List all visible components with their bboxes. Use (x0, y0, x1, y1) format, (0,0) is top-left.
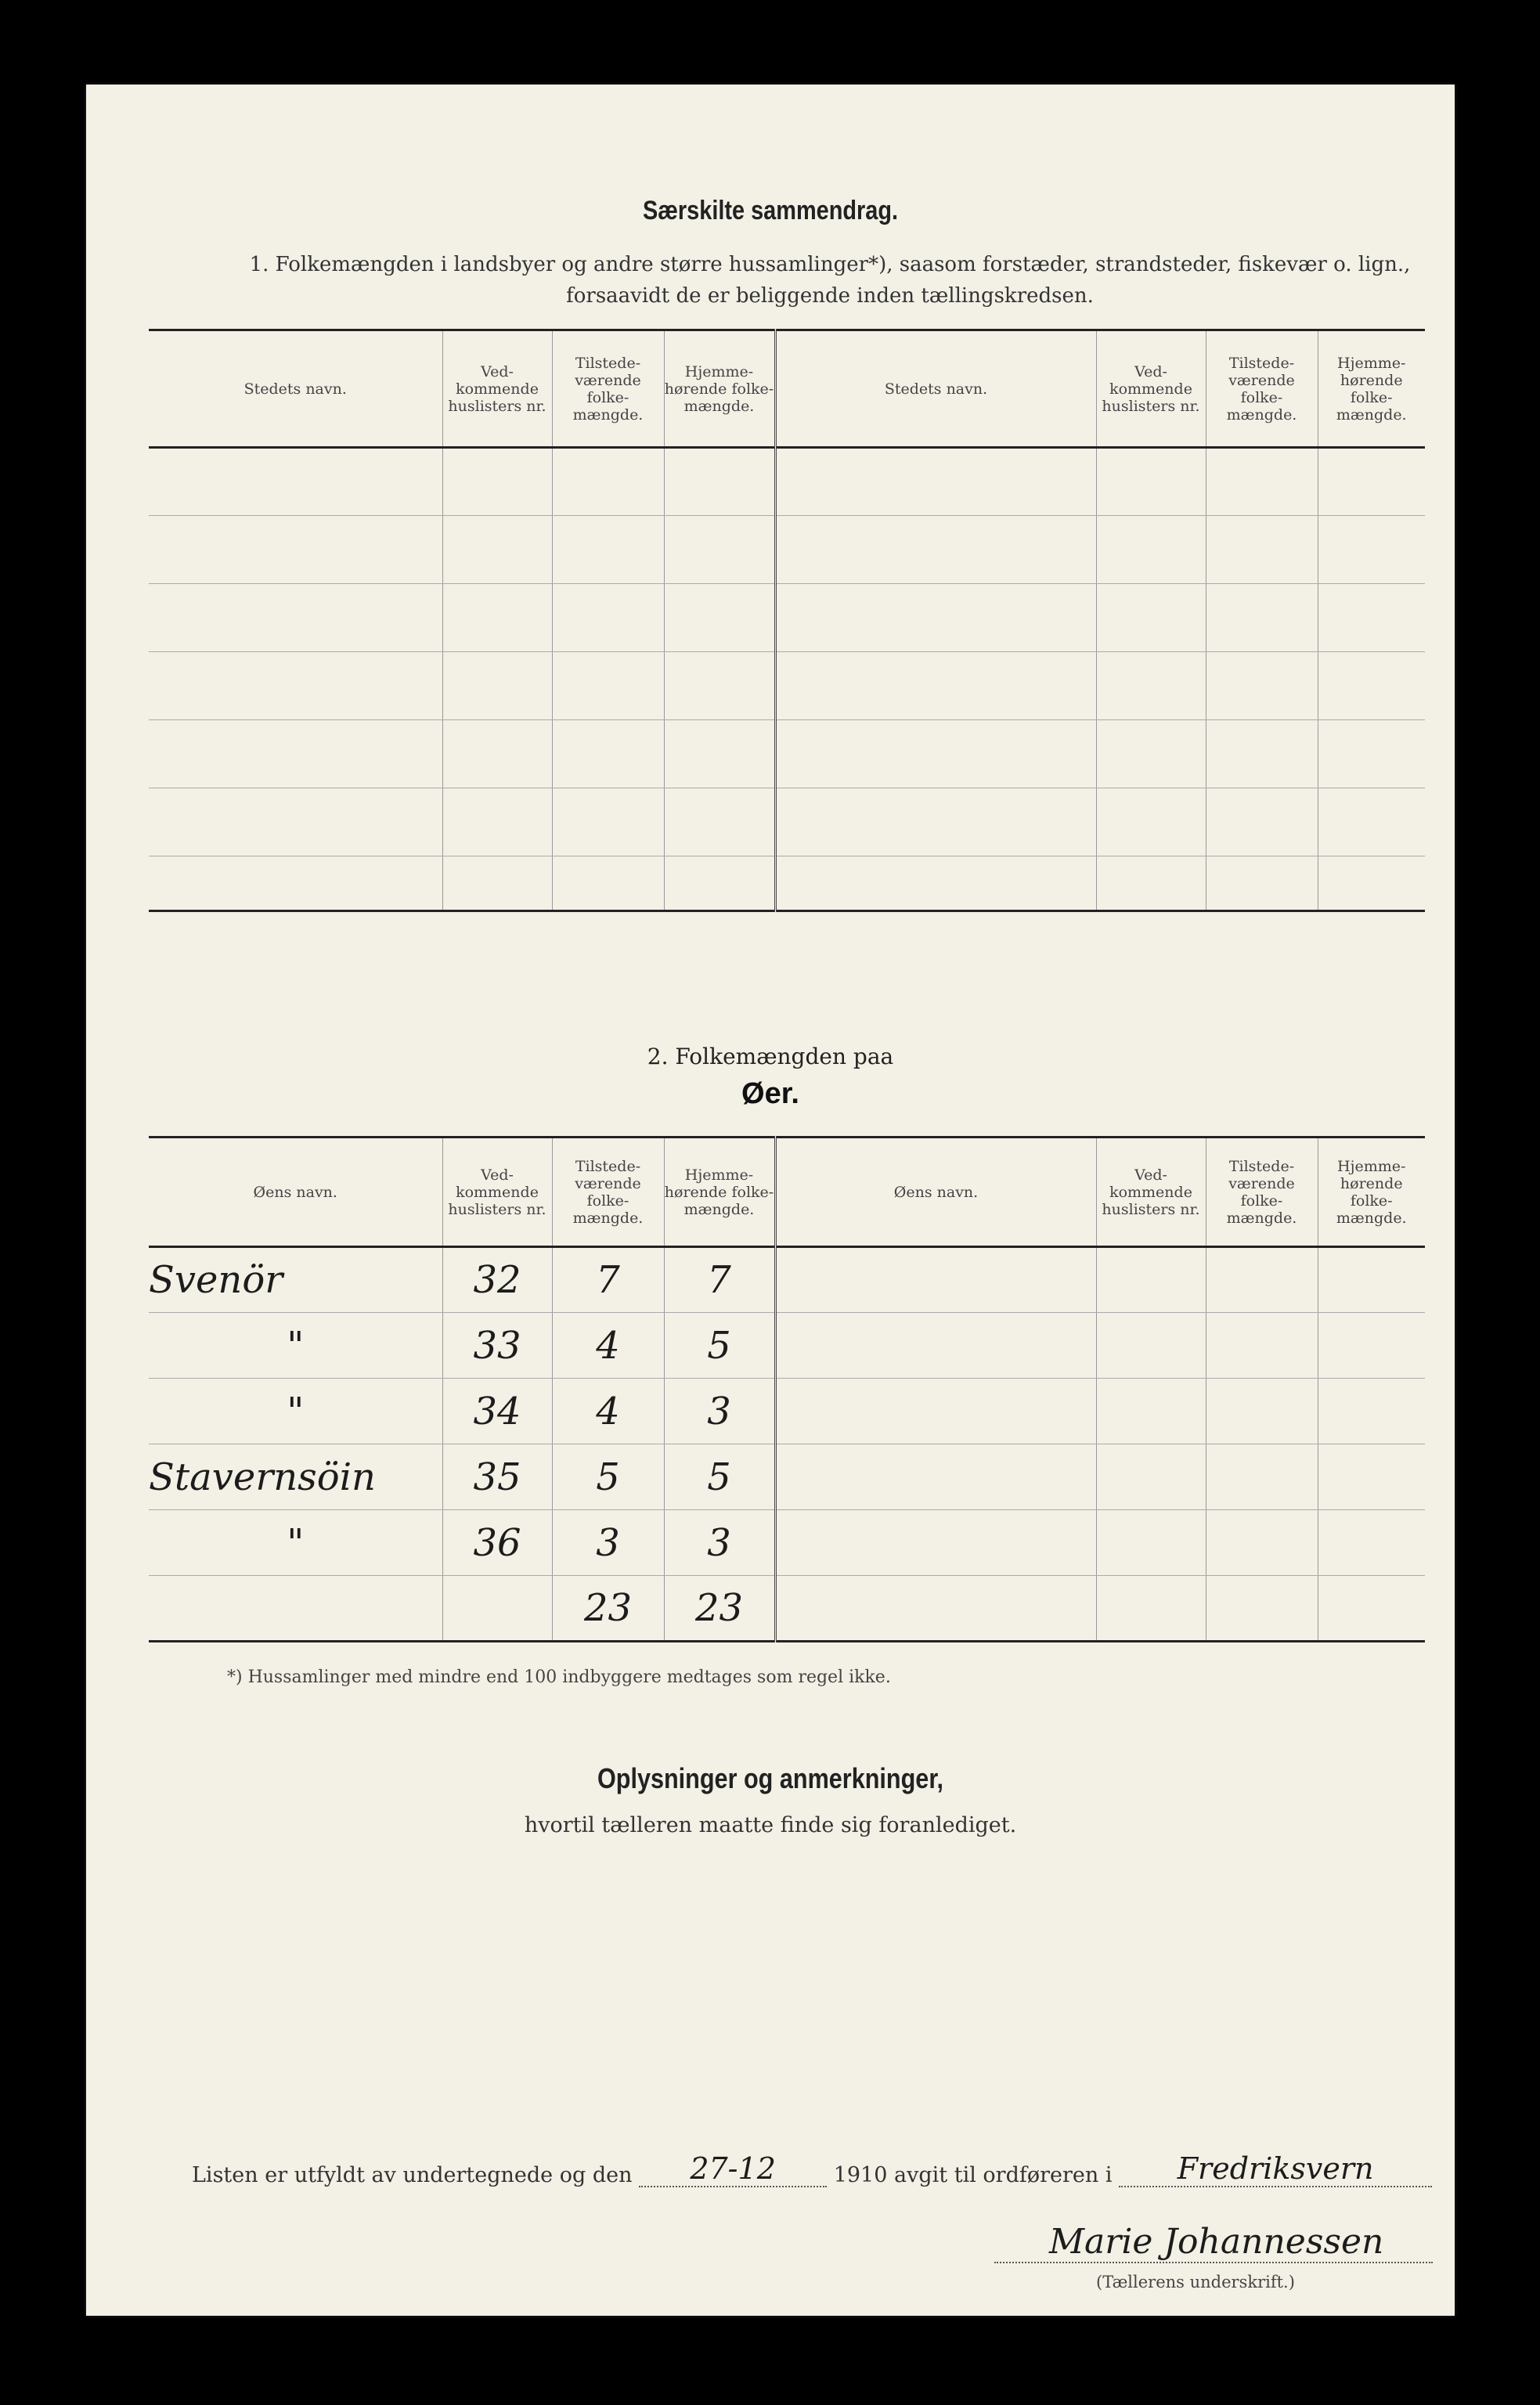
header-oens-navn-2: Øens navn. (775, 1138, 1096, 1247)
table-row (149, 1444, 1425, 1510)
header-huslisters-nr: Ved- kommende huslisters nr. (442, 330, 552, 448)
huslister-nr: 32 (442, 1247, 552, 1313)
header-tilstedevaerende-2: Tilstede- værende folke- mængde. (1206, 330, 1318, 448)
header-huslisters-nr: Ved- kommende huslisters nr. (442, 1138, 552, 1247)
tilstede-count: 5 (552, 1444, 664, 1510)
tilstede-total: 23 (552, 1576, 664, 1642)
huslister-nr: 36 (442, 1510, 552, 1576)
date-field: 27-12 (639, 2151, 827, 2187)
island-name: Stavernsöin (149, 1444, 442, 1510)
table-row (149, 1313, 1425, 1379)
header-oens-navn: Øens navn. (149, 1138, 442, 1247)
header-tilstedevaerende-2: Tilstede- værende folke- mængde. (1206, 1138, 1318, 1247)
header-hjemmehorende-2: Hjemme- hørende folke- mængde. (1318, 1138, 1425, 1247)
section2-heading: Øer. (741, 1077, 799, 1110)
island-name: " (149, 1510, 442, 1576)
tilstede-count: 4 (552, 1313, 664, 1379)
tilstede-count: 7 (552, 1247, 664, 1313)
island-name: " (149, 1313, 442, 1379)
hjemme-count: 3 (664, 1510, 775, 1576)
remarks-subheading: hvortil tælleren maatte finde sig foranlediget. (524, 1813, 1017, 1837)
section2-table (149, 1136, 1425, 1642)
section2-label: 2. Folkemængden paa (647, 1044, 894, 1069)
place-field: Fredriksvern (1119, 2151, 1432, 2187)
hjemme-total: 23 (664, 1576, 775, 1642)
signature-caption: (Tællerens underskrift.) (1096, 2273, 1295, 2291)
table-row (149, 788, 1425, 856)
hjemme-count: 3 (664, 1379, 775, 1444)
table-row (149, 1247, 1425, 1313)
table-row (149, 652, 1425, 720)
table-row (149, 856, 1425, 911)
hjemme-count: 7 (664, 1247, 775, 1313)
table-row (149, 516, 1425, 584)
huslister-nr: 34 (442, 1379, 552, 1444)
closing-line (192, 2151, 1432, 2187)
table-row (149, 1379, 1425, 1444)
island-name: " (149, 1379, 442, 1444)
header-huslisters-nr-2: Ved- kommende huslisters nr. (1096, 1138, 1206, 1247)
tilstede-count: 3 (552, 1510, 664, 1576)
header-stedets-navn-2: Stedets navn. (775, 330, 1096, 448)
page-title: Særskilte sammendrag. (642, 196, 899, 225)
hjemme-count: 5 (664, 1313, 775, 1379)
year-text: 1910 (833, 2163, 888, 2187)
section1-table (149, 329, 1425, 912)
table-row (149, 584, 1425, 652)
closing-text-2: avgit til ordføreren i (894, 2163, 1113, 2187)
header-huslisters-nr-2: Ved- kommende huslisters nr. (1096, 330, 1206, 448)
huslister-nr: 33 (442, 1313, 552, 1379)
header-tilstedevaerende: Tilstede- værende folke- mængde. (552, 1138, 664, 1247)
signature: Marie Johannessen (994, 2222, 1433, 2263)
section1-intro: 1. Folkemængden i landsbyer og andre større hussamlinger*), saasom forstæder, strandsteder, fiskevær o. lign., forsaavidt de er beliggende inden tællingskredsen. (249, 253, 1411, 308)
closing-text-1: Listen er utfyldt av undertegnede og den (192, 2163, 633, 2187)
table-row (149, 720, 1425, 788)
island-name: Svenör (149, 1247, 442, 1313)
huslister-nr: 35 (442, 1444, 552, 1510)
header-hjemmehorende: Hjemme- hørende folke- mængde. (664, 330, 775, 448)
totals-row (149, 1576, 1425, 1642)
header-stedets-navn: Stedets navn. (149, 330, 442, 448)
header-hjemmehorende: Hjemme- hørende folke- mængde. (664, 1138, 775, 1247)
header-hjemmehorende-2: Hjemme- hørende folke- mængde. (1318, 330, 1425, 448)
tilstede-count: 4 (552, 1379, 664, 1444)
census-form-page (86, 85, 1455, 2316)
hjemme-count: 5 (664, 1444, 775, 1510)
footnote: *) Hussamlinger med mindre end 100 indbyggere medtages som regel ikke. (227, 1668, 891, 1687)
table-row (149, 1510, 1425, 1576)
remarks-heading: Oplysninger og anmerkninger, (597, 1762, 944, 1794)
table-row (149, 448, 1425, 516)
header-tilstedevaerende: Tilstede- værende folke- mængde. (552, 330, 664, 448)
